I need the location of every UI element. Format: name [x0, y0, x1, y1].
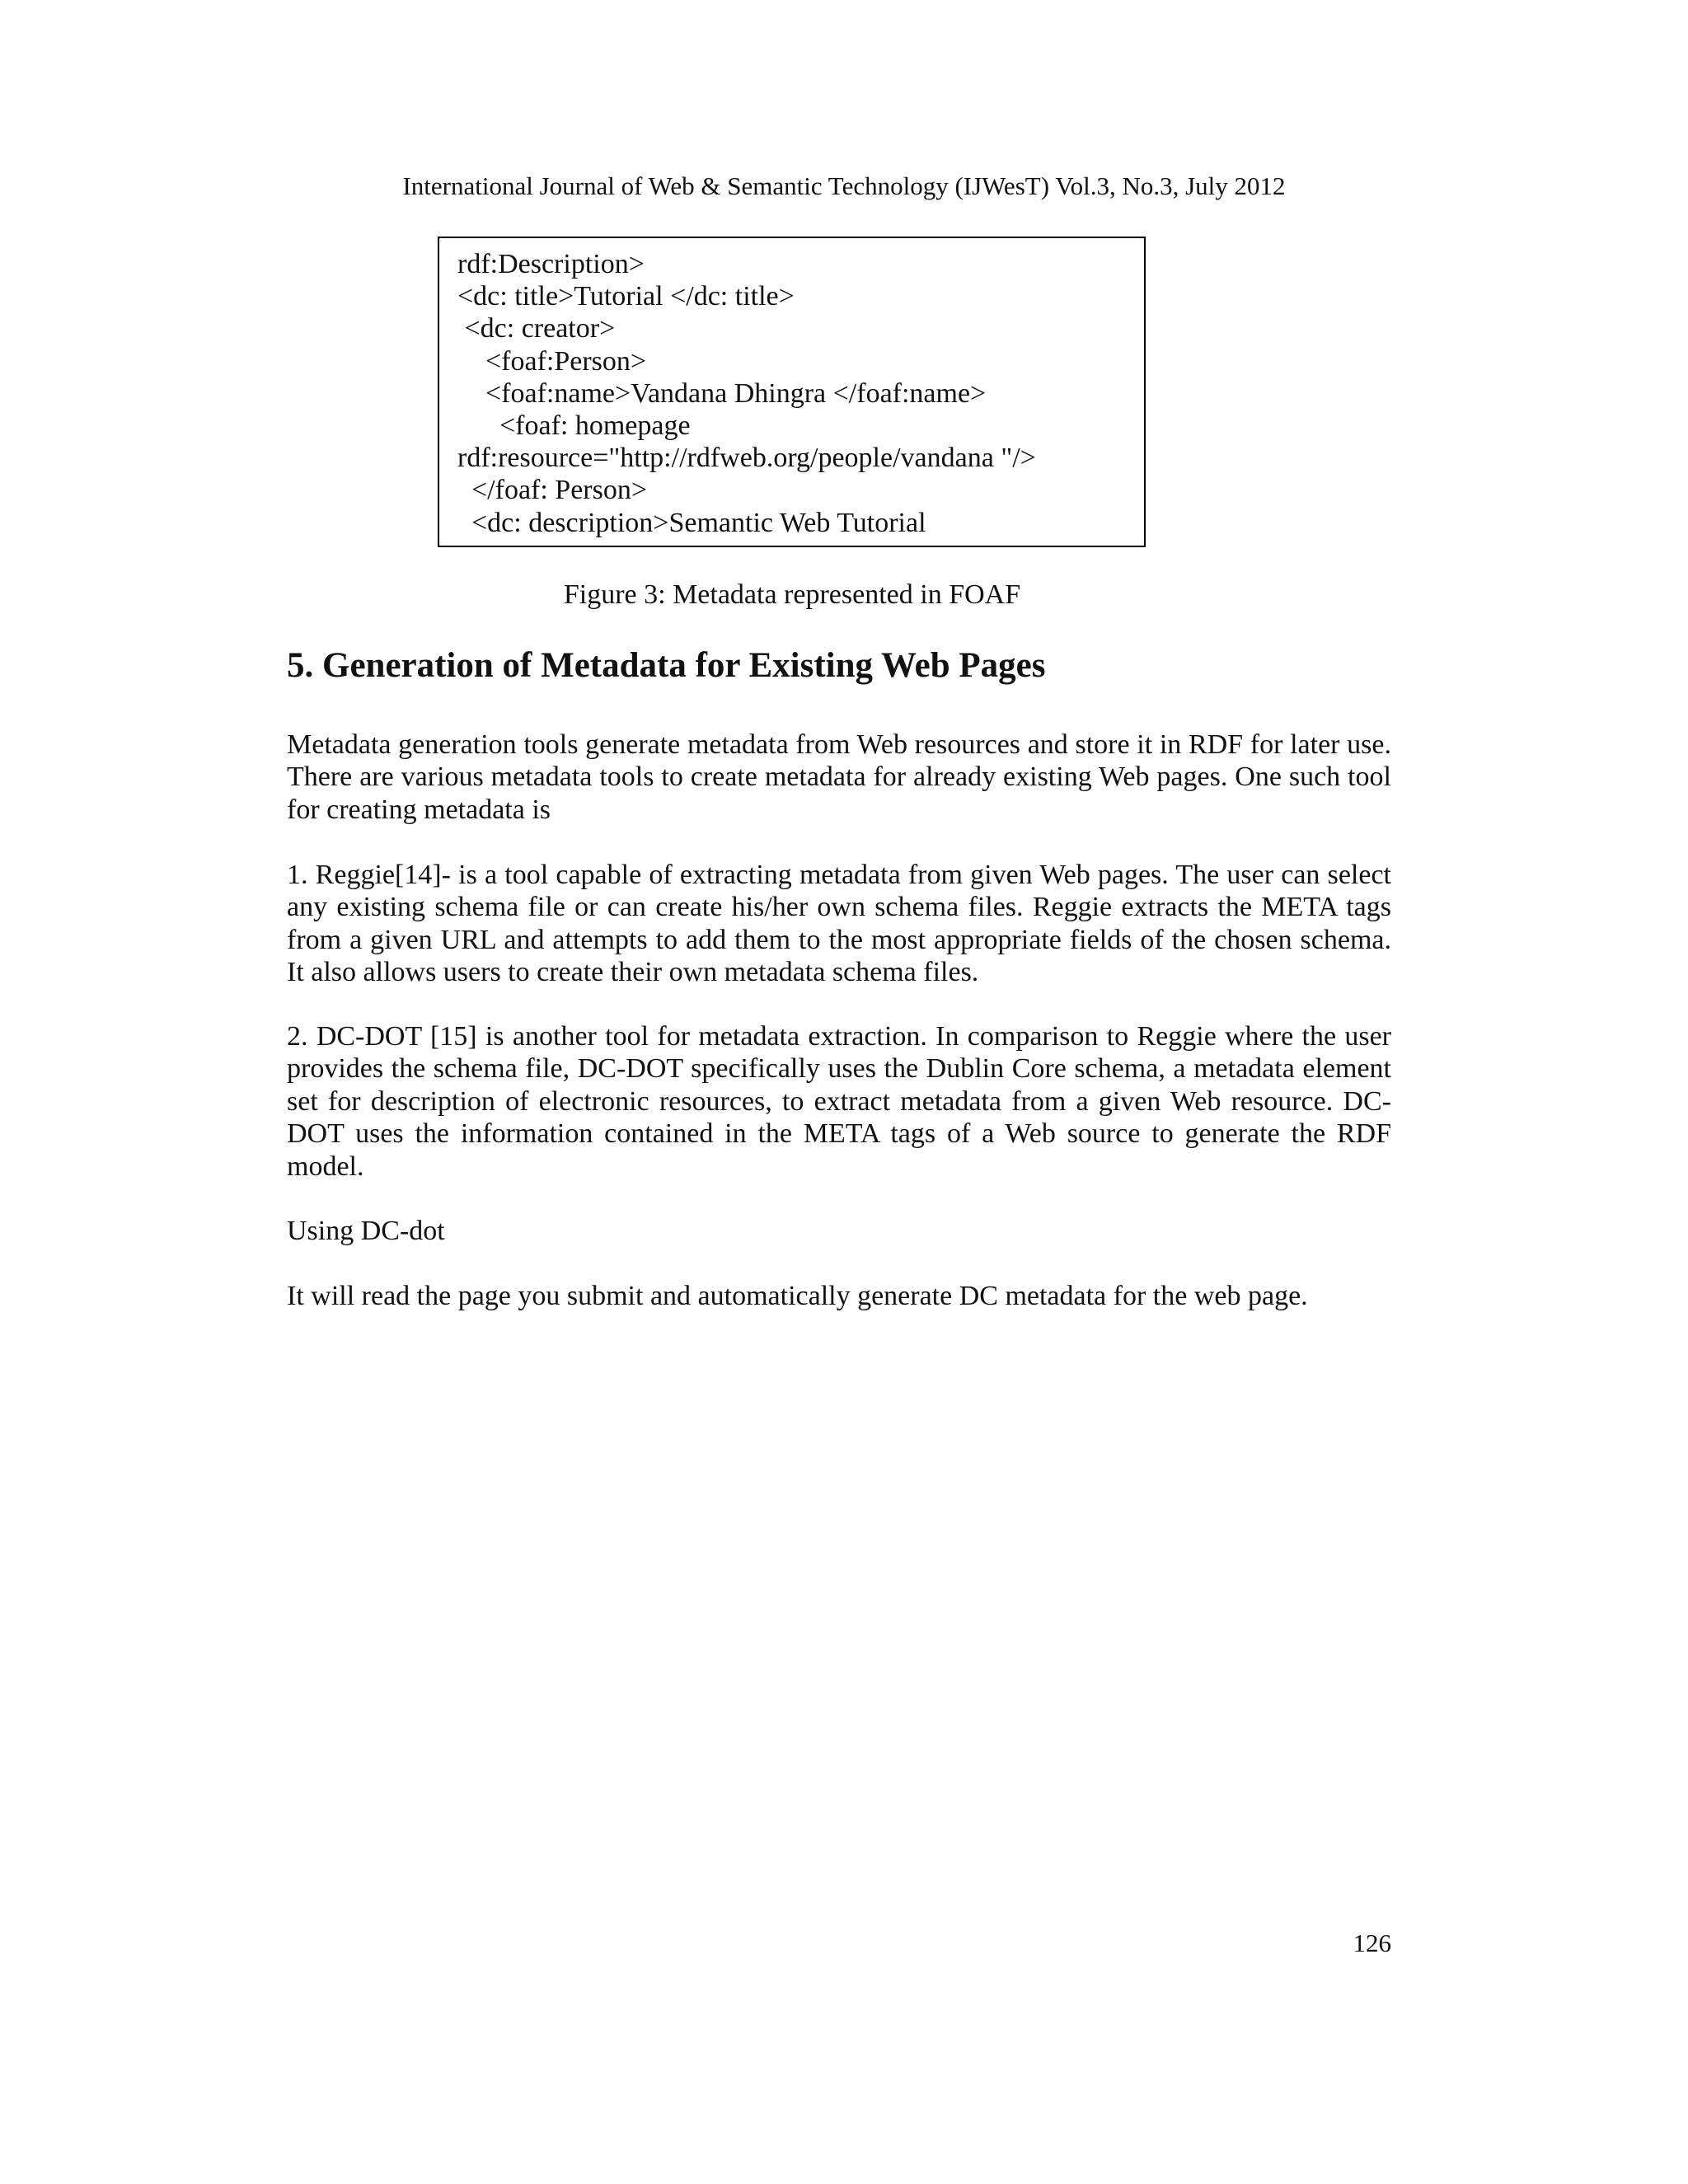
paragraph-intro: Metadata generation tools generate metadata from Web resources and store it in RDF for later use. There are various metadata tools to create metadata for already existing Web pages. One such tool for creating metadata is	[287, 729, 1391, 825]
section-heading: 5. Generation of Metadata for Existing Web Pages	[287, 646, 1046, 685]
code-line: <dc: description>Semantic Web Tutorial	[457, 507, 926, 538]
code-line: <foaf:name>Vandana Dhingra </foaf:name>	[457, 377, 987, 409]
code-line: <dc: title>Tutorial </dc: title>	[457, 281, 795, 312]
code-line: <foaf: homepage	[457, 410, 691, 441]
code-line: <foaf:Person>	[457, 345, 647, 377]
code-line: <dc: creator>	[457, 313, 616, 344]
page-number: 126	[1353, 1929, 1391, 1957]
paragraph-reggie: 1. Reggie[14]- is a tool capable of extracting metadata from given Web pages. The user can select any existing schema file or can create his/her own schema files. Reggie extracts the META tags from a given URL and attempts to add them to the most appropriate fields of the chosen schema. It also allows users to create their own metadata schema files.	[287, 860, 1391, 988]
paragraph-dc-dot: 2. DC-DOT [15] is another tool for metadata extraction. In comparison to Reggie where the user provides the schema file, DC-DOT specifically uses the Dublin Core schema, a metadata element set for description of electronic resources, to extract metadata from a given Web resource. DC-DOT uses the information contained in the META tags of a Web source to generate the RDF model.	[287, 1021, 1391, 1182]
running-header: International Journal of Web & Semantic Technology (IJWesT) Vol.3, No.3, July 2012	[402, 171, 1286, 200]
figure-caption: Figure 3: Metadata represented in FOAF	[563, 579, 1021, 610]
code-line: rdf:Description>	[457, 249, 645, 279]
code-line: </foaf: Person>	[457, 475, 648, 506]
code-line: rdf:resource="http://rdfweb.org/people/vandana "/>	[457, 443, 1036, 474]
code-figure-box	[438, 237, 1146, 547]
paragraph-using-dc-dot: Using DC-dot	[287, 1216, 445, 1246]
paragraph-dc-dot-description: It will read the page you submit and automatically generate DC metadata for the web page.	[287, 1281, 1308, 1311]
